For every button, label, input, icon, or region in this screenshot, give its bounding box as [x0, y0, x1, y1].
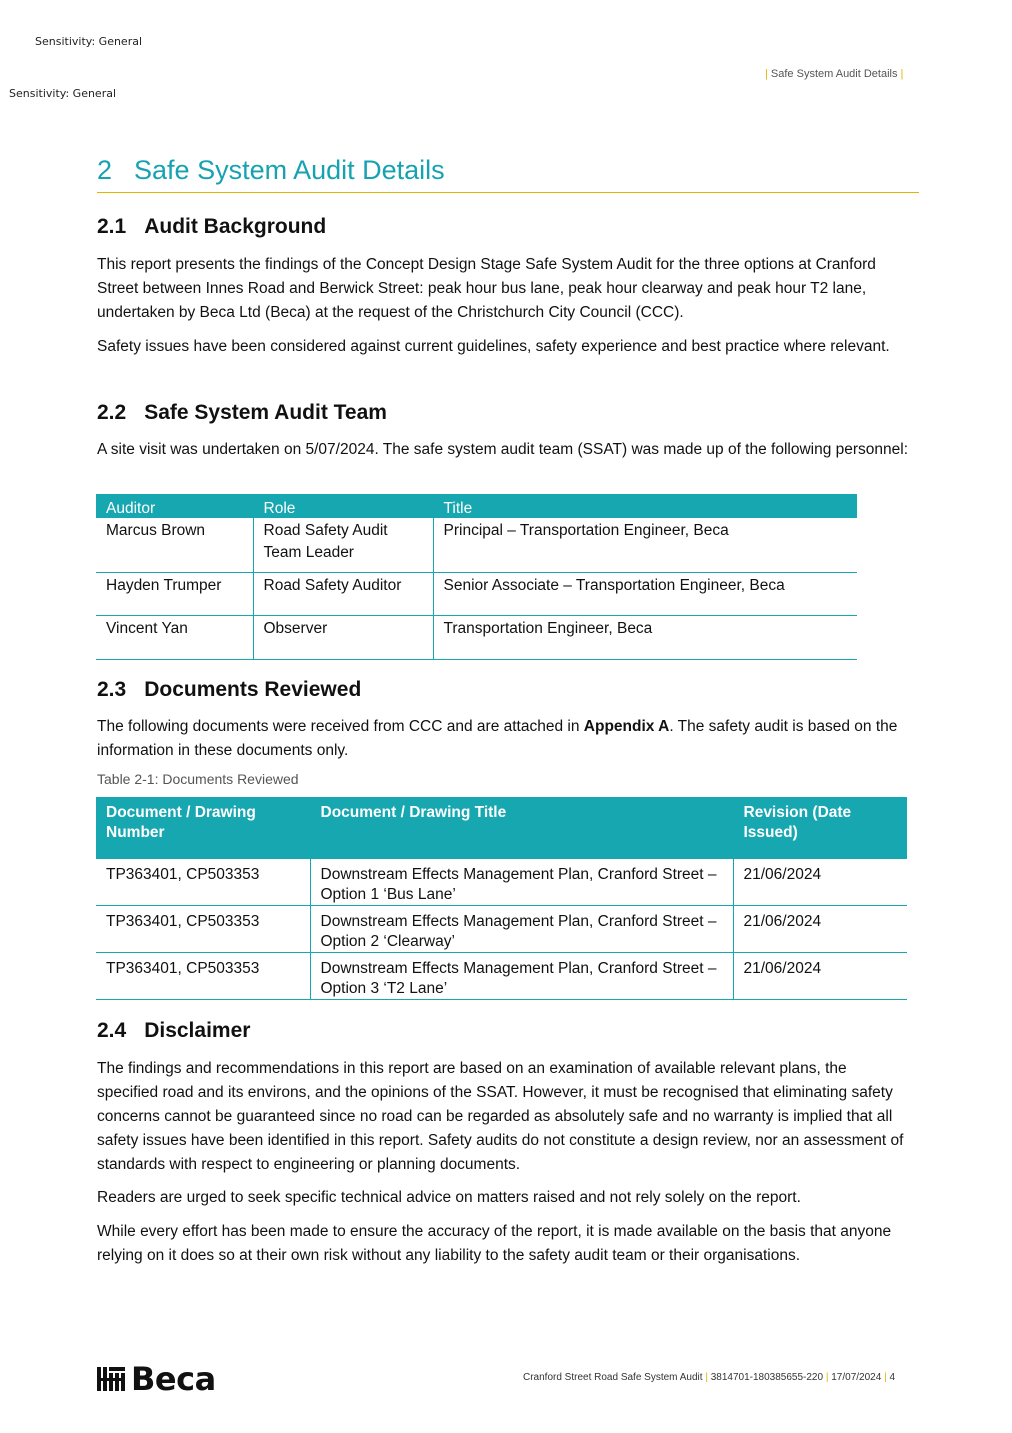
table-cell: Road Safety Auditor: [253, 573, 433, 616]
subsection-title: Audit Background: [144, 215, 327, 238]
paragraph-documents-received: [97, 715, 912, 763]
table-cell: Hayden Trumper: [96, 573, 253, 616]
table-row: [96, 573, 857, 616]
beca-logo-text: Beca: [131, 1360, 216, 1398]
sensitivity-label-secondary: Sensitivity: General: [9, 87, 117, 100]
table-row: [96, 518, 857, 573]
paragraph-safety-issues: Safety issues have been considered against current guidelines, safety experience and best practice where relevant.: [97, 338, 890, 355]
table-cell: TP363401, CP503353: [96, 859, 310, 906]
table-cell: Vincent Yan: [96, 616, 253, 660]
paragraph-site-visit: A site visit was undertaken on 5/07/2024. The safe system audit team (SSAT) was made up of the following personnel:: [97, 441, 909, 458]
subsection-title: Safe System Audit Team: [144, 401, 387, 424]
table-cell: 21/06/2024: [733, 953, 907, 1000]
column-header: Role: [253, 494, 433, 518]
subsection-heading-audit-background: [97, 215, 326, 239]
section-number: 2: [97, 155, 113, 185]
table-caption: Table 2-1: Documents Reviewed: [97, 771, 299, 787]
paragraph-text: . The safety audit is based on the information in these documents only.: [97, 718, 898, 759]
footer-doc-title: Cranford Street Road Safe System Audit: [523, 1372, 703, 1383]
paragraph-audit-background: This report presents the findings of the Concept Design Stage Safe System Audit for the three options at Cranford Street between Innes Road and Berwick Street: peak hour bus lane, peak hour clearway and peak hour T2 lane, undertaken by Beca Ltd (Beca) at the request of the Christchurch City Council (CCC).: [97, 256, 876, 321]
column-header: Document / Drawing Title: [310, 797, 733, 859]
subsection-title: Disclaimer: [144, 1019, 251, 1042]
table-cell: Downstream Effects Management Plan, Cranford Street – Option 3 ‘T2 Lane’: [310, 953, 733, 1000]
table-cell: Principal – Transportation Engineer, Beca: [433, 518, 857, 573]
section-heading: [97, 155, 445, 186]
paragraph-disclaimer-advice: Readers are urged to seek specific technical advice on matters raised and not rely solely on the report.: [97, 1189, 801, 1206]
subsection-number: 2.1: [97, 215, 127, 238]
paragraph-disclaimer-liability: While every effort has been made to ensure the accuracy of the report, it is made available on the basis that anyone relying on it does so at their own risk without any liability to the safety audit team or their organisations.: [97, 1223, 892, 1264]
subsection-heading-audit-team: [97, 401, 387, 425]
table-cell: TP363401, CP503353: [96, 906, 310, 953]
audit-team-table: [96, 494, 857, 660]
sensitivity-label: Sensitivity: General: [35, 35, 143, 48]
table-row: [96, 616, 857, 660]
documents-table: [96, 797, 907, 1000]
subsection-heading-disclaimer: [97, 1019, 250, 1043]
table-cell: TP363401, CP503353: [96, 953, 310, 1000]
page-number: 4: [889, 1372, 896, 1383]
beca-logo: [97, 1360, 216, 1398]
column-header: Title: [433, 494, 857, 518]
footer-date: 17/07/2024: [831, 1372, 882, 1383]
table-cell: 21/06/2024: [733, 859, 907, 906]
subsection-title: Documents Reviewed: [144, 678, 362, 701]
page-footer: Cranford Street Road Safe System Audit | 3814701-180385655-220 | 17/07/2024 | 4: [523, 1372, 896, 1383]
table-cell: 21/06/2024: [733, 906, 907, 953]
table-row: [96, 953, 907, 1000]
table-cell: Senior Associate – Transportation Engineer, Beca: [433, 573, 857, 616]
table-cell: Marcus Brown: [96, 518, 253, 573]
paragraph-disclaimer-findings: The findings and recommendations in this report are based on an examination of available relevant plans, the specified road and its environs, and the opinions of the SSAT. However, it must be recognised that eliminating safety concerns cannot be guaranteed since no road can be regarded as absolutely safe and no warranty is implied that all safety issues have been identified in this report. Safety audits do not constitute a design review, nor an assessment of standards with respect to engineering or planning documents.: [97, 1060, 904, 1173]
footer-doc-number: 3814701-180385655-220: [710, 1372, 824, 1383]
table-row: [96, 859, 907, 906]
running-header: | Safe System Audit Details |: [765, 68, 904, 80]
table-cell: Downstream Effects Management Plan, Cranford Street – Option 2 ‘Clearway’: [310, 906, 733, 953]
subsection-number: 2.3: [97, 678, 127, 701]
column-header: Document / Drawing Number: [96, 797, 310, 859]
table-cell: Transportation Engineer, Beca: [433, 616, 857, 660]
appendix-reference: Appendix A: [583, 718, 670, 735]
table-header-row: [96, 494, 857, 518]
subsection-heading-documents-reviewed: [97, 678, 361, 702]
heading-rule: [97, 192, 919, 193]
column-header: Revision (Date Issued): [733, 797, 907, 859]
subsection-number: 2.2: [97, 401, 127, 424]
running-header-title: Safe System Audit Details: [770, 68, 898, 80]
column-header: Auditor: [96, 494, 253, 518]
section-title: Safe System Audit Details: [134, 155, 445, 185]
table-row: [96, 906, 907, 953]
beca-logo-icon: [97, 1365, 125, 1393]
paragraph-text: The following documents were received from CCC and are attached in: [97, 718, 584, 735]
table-cell: Observer: [253, 616, 433, 660]
table-cell: Road Safety Audit Team Leader: [253, 518, 433, 573]
table-header-row: [96, 797, 907, 859]
table-cell: Downstream Effects Management Plan, Cranford Street – Option 1 ‘Bus Lane’: [310, 859, 733, 906]
subsection-number: 2.4: [97, 1019, 127, 1042]
